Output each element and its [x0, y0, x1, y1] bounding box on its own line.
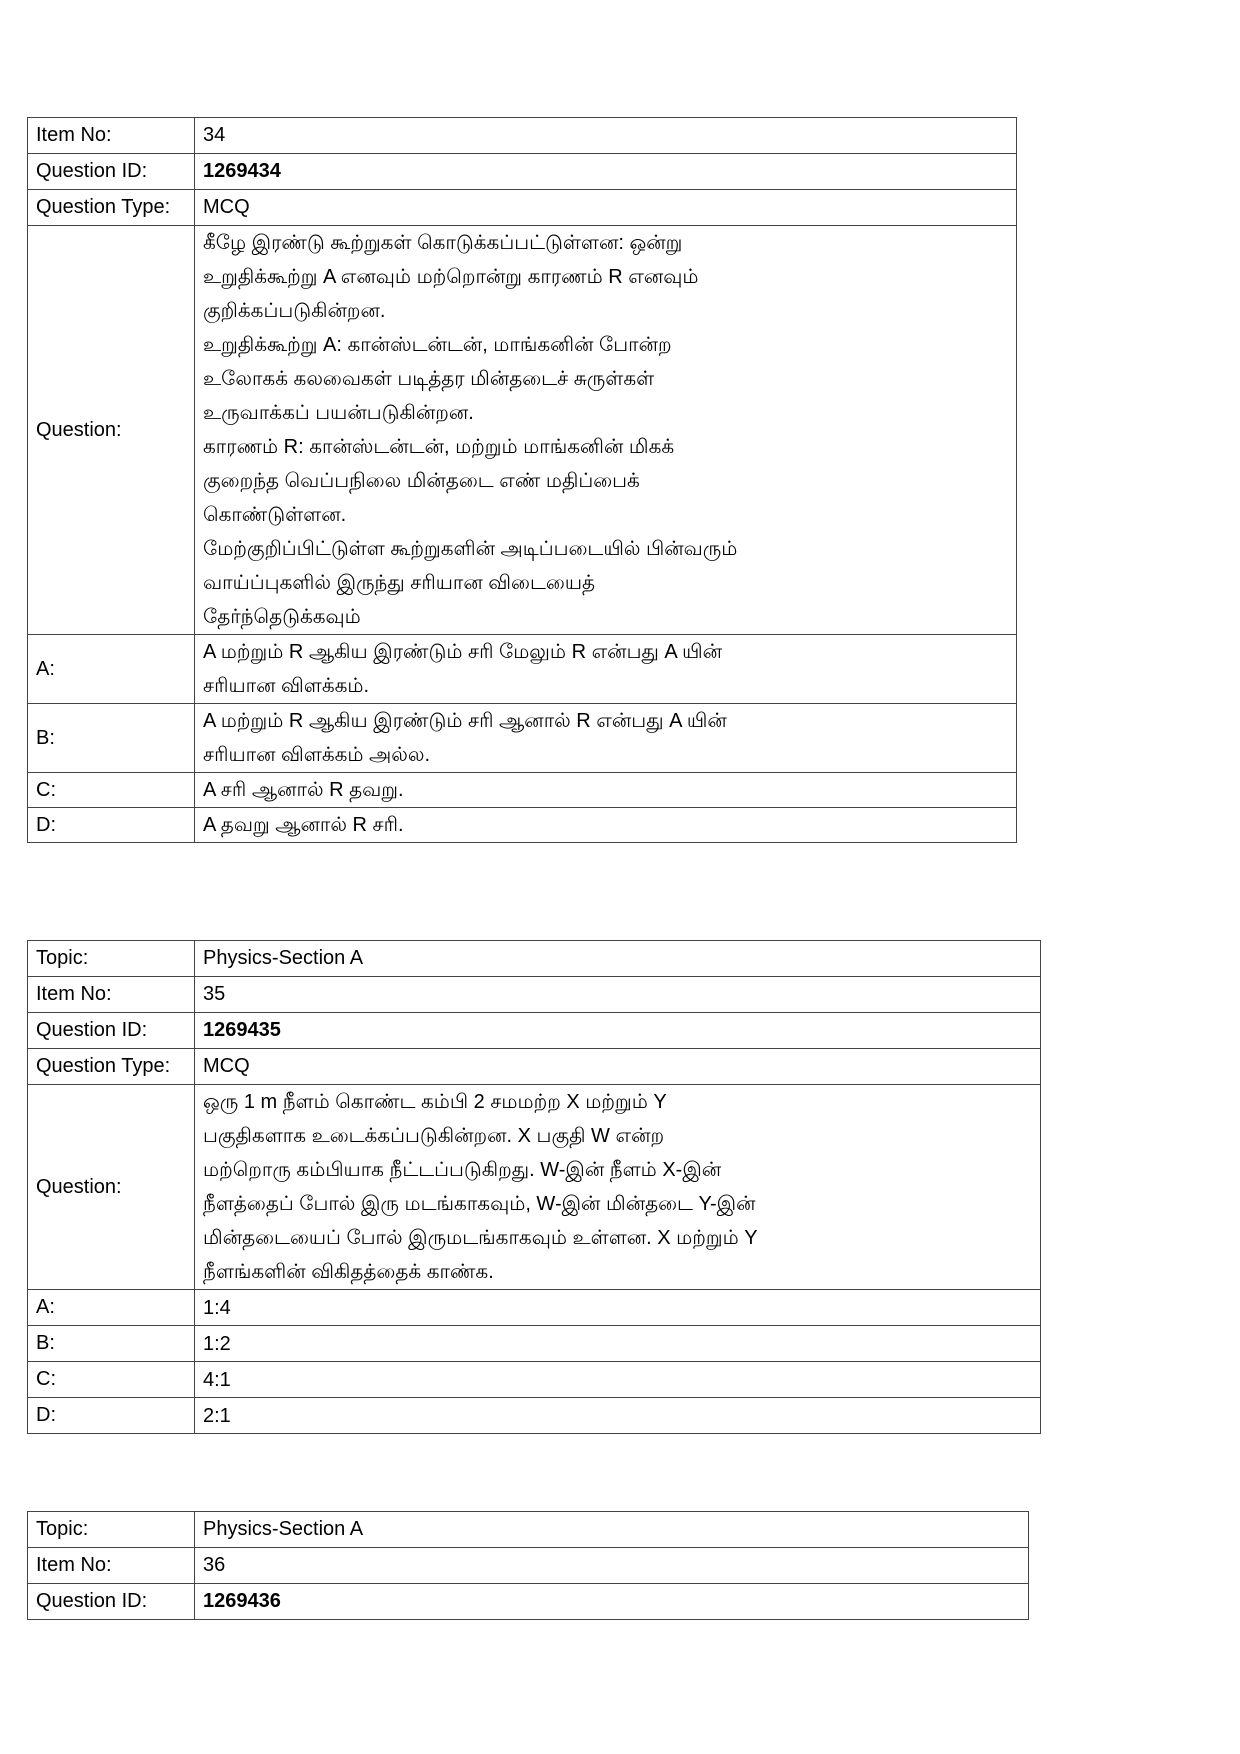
- option-d-label: D:: [28, 808, 195, 843]
- question-text: [195, 1085, 1041, 1290]
- option-line: A மற்றும் R ஆகிய இரண்டும் சரி ஆனால் R என்பது A யின்: [203, 710, 727, 732]
- option-a-text: [195, 635, 1017, 704]
- question-label: Question:: [28, 226, 195, 635]
- question-line: கொண்டுள்ளன.: [203, 504, 347, 526]
- question-line: வாய்ப்புகளில் இருந்து சரியான விடையைத்: [203, 572, 596, 594]
- option-b-text: [195, 704, 1017, 773]
- question-line: உருவாக்கப் பயன்படுகின்றன.: [203, 402, 474, 424]
- question-line: குறைந்த வெப்பநிலை மின்தடை எண் மதிப்பைக்: [203, 470, 640, 492]
- topic-label: Topic:: [28, 941, 195, 977]
- question-line: உலோகக் கலவைகள் படித்தர மின்தடைச் சுருள்கள்: [203, 368, 655, 390]
- option-b-label: B:: [28, 704, 195, 773]
- item-no-label: Item No:: [28, 977, 195, 1013]
- option-line: A மற்றும் R ஆகிய இரண்டும் சரி மேலும் R என்பது A யின்: [203, 641, 723, 663]
- option-a-label: A:: [28, 635, 195, 704]
- topic-value: Physics-Section A: [195, 1512, 1029, 1548]
- question-line: தேர்ந்தெடுக்கவும்: [203, 606, 361, 628]
- question-line: உறுதிக்கூற்று A எனவும் மற்றொன்று காரணம் R எனவும்: [203, 266, 699, 288]
- option-c-label: C:: [28, 773, 195, 808]
- question-table-34: [27, 117, 1017, 843]
- topic-value: Physics-Section A: [195, 941, 1041, 977]
- option-a-label: A:: [28, 1290, 195, 1326]
- question-id-label: Question ID:: [28, 1013, 195, 1049]
- question-type-value: MCQ: [195, 190, 1017, 226]
- option-a-value: 1:4: [195, 1290, 1041, 1326]
- item-no-value: 34: [195, 118, 1017, 154]
- question-id-label: Question ID:: [28, 154, 195, 190]
- question-id-value: 1269436: [195, 1584, 1029, 1620]
- question-text: [195, 226, 1017, 635]
- question-line: காரணம் R: கான்ஸ்டன்டன், மற்றும் மாங்கனின் மிகக்: [203, 436, 675, 458]
- option-c-text: [195, 773, 1017, 808]
- question-line: ஒரு 1 m நீளம் கொண்ட கம்பி 2 சமமற்ற X மற்றும் Y: [203, 1091, 667, 1113]
- item-no-label: Item No:: [28, 118, 195, 154]
- question-line: மின்தடையைப் போல் இருமடங்காகவும் உள்ளன. X மற்றும் Y: [203, 1227, 758, 1249]
- question-id-value: 1269434: [195, 154, 1017, 190]
- option-d-value: 2:1: [195, 1398, 1041, 1434]
- item-no-label: Item No:: [28, 1548, 195, 1584]
- question-line: உறுதிக்கூற்று A: கான்ஸ்டன்டன், மாங்கனின் போன்ற: [203, 334, 672, 356]
- question-table-36: [27, 1511, 1029, 1620]
- question-line: கீழே இரண்டு கூற்றுகள் கொடுக்கப்பட்டுள்ளன: ஒன்று: [203, 232, 683, 254]
- question-line: நீளங்களின் விகிதத்தைக் காண்க.: [203, 1261, 494, 1283]
- option-line: சரியான விளக்கம் அல்ல.: [203, 744, 431, 766]
- option-c-label: C:: [28, 1362, 195, 1398]
- item-no-value: 35: [195, 977, 1041, 1013]
- question-line: மேற்குறிப்பிட்டுள்ள கூற்றுகளின் அடிப்படையில் பின்வரும்: [203, 538, 738, 560]
- question-type-label: Question Type:: [28, 1049, 195, 1085]
- question-line: குறிக்கப்படுகின்றன.: [203, 300, 386, 322]
- question-line: நீளத்தைப் போல் இரு மடங்காகவும், W-இன் மின்தடை Y-இன்: [203, 1193, 756, 1215]
- option-line: சரியான விளக்கம்.: [203, 675, 370, 697]
- question-type-value: MCQ: [195, 1049, 1041, 1085]
- item-no-value: 36: [195, 1548, 1029, 1584]
- question-type-label: Question Type:: [28, 190, 195, 226]
- question-id-value: 1269435: [195, 1013, 1041, 1049]
- option-d-text: [195, 808, 1017, 843]
- option-line: A தவறு ஆனால் R சரி.: [203, 814, 404, 836]
- option-b-label: B:: [28, 1326, 195, 1362]
- option-b-value: 1:2: [195, 1326, 1041, 1362]
- question-id-label: Question ID:: [28, 1584, 195, 1620]
- question-line: மற்றொரு கம்பியாக நீட்டப்படுகிறது. W-இன் நீளம் X-இன்: [203, 1159, 722, 1181]
- question-label: Question:: [28, 1085, 195, 1290]
- topic-label: Topic:: [28, 1512, 195, 1548]
- option-d-label: D:: [28, 1398, 195, 1434]
- option-c-value: 4:1: [195, 1362, 1041, 1398]
- question-table-35: [27, 940, 1041, 1434]
- question-line: பகுதிகளாக உடைக்கப்படுகின்றன. X பகுதி W என்ற: [203, 1125, 665, 1147]
- option-line: A சரி ஆனால் R தவறு.: [203, 779, 404, 801]
